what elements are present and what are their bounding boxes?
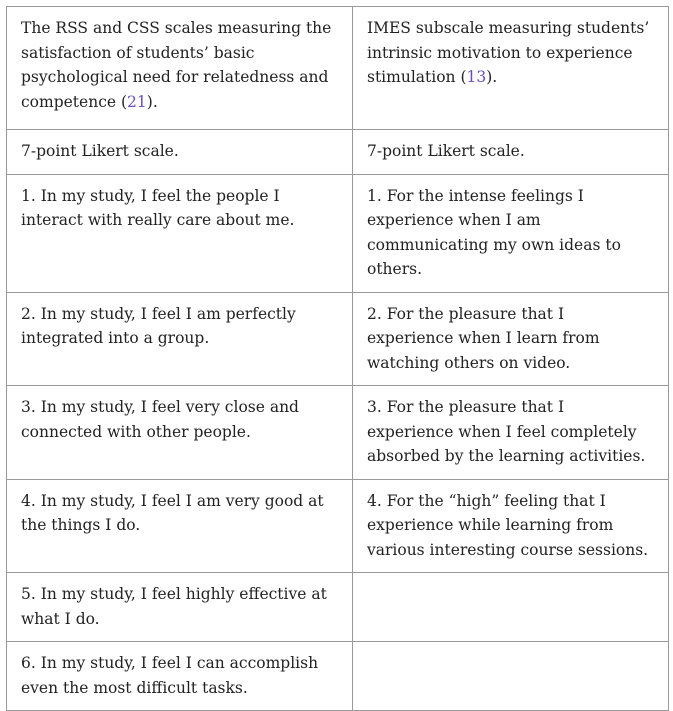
rss-css-scale-cell: 7-point Likert scale.	[7, 130, 353, 175]
imes-item-cell: 3. For the pleasure that I experience when I feel completely absorbed by the learning activities.	[353, 386, 669, 480]
rss-css-header-cell	[7, 7, 353, 130]
rss-css-item-cell: 5. In my study, I feel highly effective at what I do.	[7, 573, 353, 642]
reference-link-13[interactable]: 13	[466, 68, 487, 86]
table-row	[7, 642, 669, 711]
scale-row	[7, 130, 669, 175]
table-row	[7, 386, 669, 480]
imes-item-cell: 1. For the intense feelings I experience when I am communicating my own ideas to others.	[353, 174, 669, 292]
rss-css-item-cell: 6. In my study, I feel I can accomplish even the most difficult tasks.	[7, 642, 353, 711]
empty-cell	[353, 573, 669, 642]
table-row	[7, 292, 669, 386]
table-row	[7, 573, 669, 642]
imes-header-close: ).	[486, 68, 498, 86]
imes-header-cell	[353, 7, 669, 130]
rss-css-item-cell: 3. In my study, I feel very close and connected with other people.	[7, 386, 353, 480]
rss-css-item-cell: 1. In my study, I feel the people I interact with really care about me.	[7, 174, 353, 292]
rss-css-header-text: The RSS and CSS scales measuring the satisfaction of students’ basic psychological need for relatedness and competence (	[21, 19, 332, 111]
table-row	[7, 479, 669, 573]
reference-link-21[interactable]: 21	[127, 92, 147, 111]
table-row	[7, 174, 669, 292]
imes-scale-cell: 7-point Likert scale.	[353, 130, 669, 175]
rss-css-item-cell: 4. In my study, I feel I am very good at the things I do.	[7, 479, 353, 573]
empty-cell	[353, 642, 669, 711]
table-header-row	[7, 7, 669, 130]
rss-css-item-cell: 2. In my study, I feel I am perfectly integrated into a group.	[7, 292, 353, 386]
scales-table	[6, 6, 669, 711]
imes-item-cell: 2. For the pleasure that I experience when I learn from watching others on video.	[353, 292, 669, 386]
imes-header-text: IMES subscale measuring students’ intrinsic motivation to experience stimulation (	[367, 19, 650, 86]
imes-item-cell: 4. For the “high” feeling that I experience while learning from various interesting course sessions.	[353, 479, 669, 573]
rss-css-header-close: ).	[146, 92, 158, 111]
